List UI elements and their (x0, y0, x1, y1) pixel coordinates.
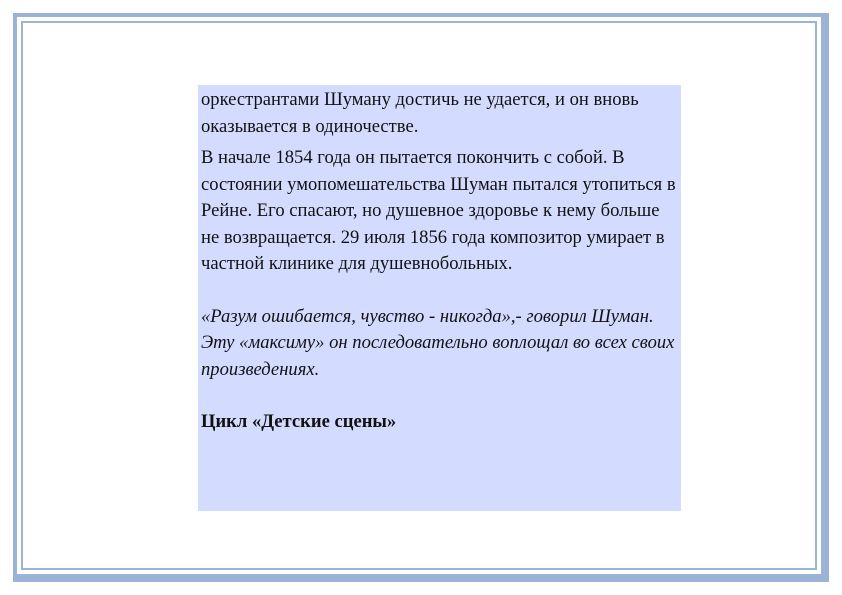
cycle-title: Цикл «Детские сцены» (201, 411, 397, 432)
slide-frame-shadow-bottom (13, 578, 829, 582)
slide-frame-shadow-right (825, 13, 829, 582)
quote-block (201, 304, 677, 384)
quote-comment: Эту «максиму» он последовательно воплощал во всех своих произведениях. (201, 332, 675, 380)
quote-line: «Разум ошибается, чувство - никогда»,- говорил Шуман. (201, 305, 654, 327)
paragraph-loneliness: оркестрантами Шуману достичь не удается, и он вновь оказывается в одиночестве. (201, 89, 639, 137)
text-box (198, 85, 681, 511)
paragraph-illness: В начале 1854 года он пытается покончить с собой. В состоянии умопомешательства Шуман пытался утопиться в Рейне. Его спасают, но душевное здоровье к нему больше не возвращается. 29 июля 1856 года композитор умирает в частной клинике для душевнобольных. (201, 147, 676, 274)
